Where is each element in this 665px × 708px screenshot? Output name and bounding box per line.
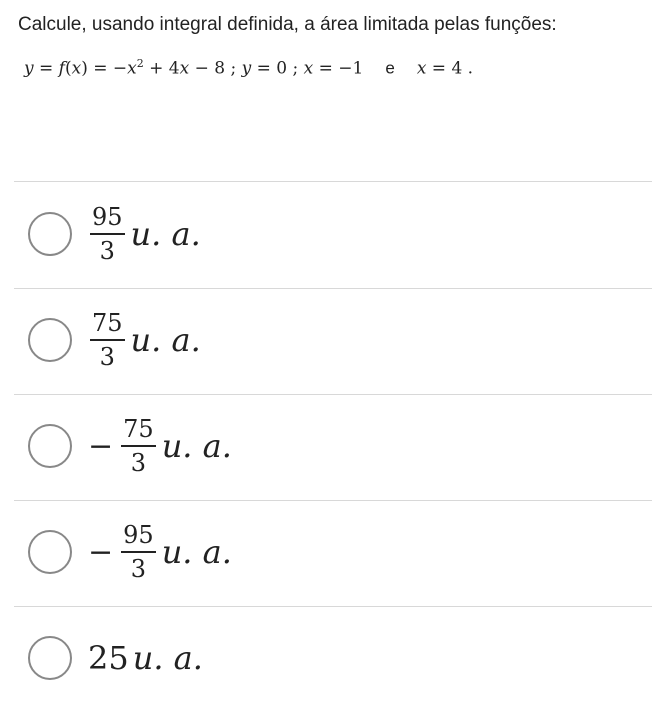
denominator: 3	[130, 555, 147, 583]
question-text: Calcule, usando integral definida, a área limitada pelas funções:	[18, 14, 557, 35]
numerator: 95	[121, 521, 156, 553]
var-x: x	[303, 58, 314, 79]
numerator: 95	[90, 203, 125, 235]
var-x: x	[127, 58, 137, 79]
radio-button[interactable]	[28, 530, 72, 574]
numerator: 75	[90, 309, 125, 341]
fraction	[90, 309, 125, 371]
option-math	[88, 309, 201, 371]
eq-sign: =	[33, 58, 59, 79]
option-math	[88, 415, 232, 477]
term: = 4 .	[426, 58, 474, 79]
term: − 8 ;	[189, 58, 242, 79]
question	[18, 12, 658, 81]
var-x: x	[179, 58, 190, 79]
conjunction-e: e	[385, 58, 395, 78]
var-x: x	[416, 58, 427, 79]
fraction	[121, 415, 156, 477]
option-b[interactable]	[14, 290, 652, 390]
minus-sign: −	[88, 534, 114, 570]
radio-button[interactable]	[28, 636, 72, 680]
option-a[interactable]	[14, 184, 652, 284]
exponent: 2	[136, 57, 144, 70]
option-math	[88, 521, 232, 583]
radio-button[interactable]	[28, 212, 72, 256]
unit: u. a.	[161, 427, 232, 465]
term: = 0 ;	[251, 58, 304, 79]
divider	[14, 500, 652, 501]
paren-close: )	[81, 58, 88, 79]
denominator: 3	[99, 237, 115, 265]
option-d[interactable]	[14, 502, 652, 602]
question-equations	[24, 52, 658, 81]
term: = −1	[313, 58, 364, 79]
option-c[interactable]	[14, 396, 652, 496]
numerator: 75	[121, 415, 156, 447]
var-x: x	[71, 58, 82, 79]
func-f: f	[58, 58, 65, 79]
radio-button[interactable]	[28, 318, 72, 362]
denominator: 3	[130, 449, 147, 477]
unit: u. a.	[161, 533, 232, 571]
option-math	[88, 639, 203, 677]
fraction	[121, 521, 156, 583]
divider	[14, 606, 652, 607]
divider	[14, 181, 652, 182]
whole-number: 25	[88, 639, 129, 677]
unit: u. a.	[130, 215, 201, 253]
option-math	[88, 203, 201, 265]
var-y: y	[241, 58, 252, 79]
var-y: y	[24, 58, 34, 79]
denominator: 3	[99, 343, 115, 371]
divider	[14, 288, 652, 289]
paren-open: (	[64, 58, 72, 79]
fraction	[90, 203, 125, 265]
eq-minus: = −	[87, 58, 128, 79]
divider	[14, 394, 652, 395]
term: + 4	[143, 58, 180, 79]
unit: u. a.	[130, 321, 201, 359]
option-e[interactable]	[14, 608, 652, 708]
radio-button[interactable]	[28, 424, 72, 468]
unit: u. a.	[132, 639, 203, 677]
minus-sign: −	[88, 428, 114, 464]
